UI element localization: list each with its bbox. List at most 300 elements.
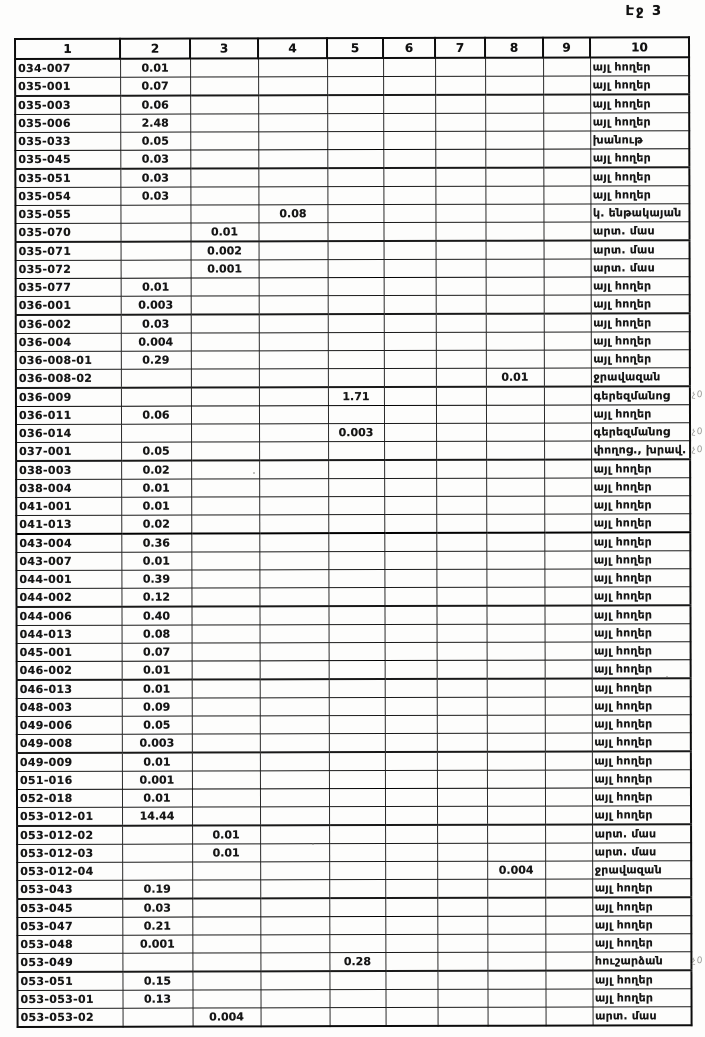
table-row: [15, 222, 689, 242]
cell-col-5: 1.71: [328, 387, 384, 406]
cell-col-5: [327, 58, 383, 77]
cell-col-8: [486, 332, 544, 350]
cell-col-3: [192, 917, 260, 935]
cell-col-8: [486, 478, 544, 496]
cell-col-8: [487, 916, 545, 934]
cell-land-category: այլ հողեր: [592, 934, 691, 952]
cell-col-7: [436, 332, 486, 350]
cell-col-8: [487, 642, 545, 660]
cell-col-2: [121, 260, 191, 278]
column-header-2: 2: [120, 39, 190, 59]
column-header-9: 9: [543, 37, 590, 57]
cell-col-2: 0.01: [121, 497, 191, 515]
cell-col-8: [487, 697, 545, 715]
cell-col-4: [258, 95, 327, 114]
cell-col-9: [543, 204, 590, 222]
cell-col-7: [436, 423, 486, 441]
cell-col-6: [385, 752, 437, 771]
cell-col-9: [544, 259, 591, 277]
cell-col-9: [545, 824, 592, 843]
cell-col-8: [487, 879, 545, 898]
cell-col-8: [486, 314, 544, 333]
cell-col-9: [544, 605, 591, 624]
cell-col-4: [259, 515, 328, 534]
cell-land-category: ջրավազան: [591, 368, 690, 387]
cell-land-category: այլ հողեր: [592, 751, 691, 770]
cell-col-4: [261, 1008, 330, 1027]
cell-col-3: 0.004: [193, 1008, 261, 1027]
cell-col-2: 0.01: [121, 552, 191, 570]
column-header-4: 4: [258, 38, 327, 58]
cell-col-7: [435, 95, 485, 114]
cell-col-5: [329, 734, 385, 753]
cell-col-9: [543, 167, 590, 186]
cell-parcel-code: 046-013: [17, 680, 122, 699]
cell-col-9: [544, 350, 591, 368]
cell-land-category: այլ հողեր: [590, 186, 689, 204]
cell-col-5: [328, 241, 384, 260]
cell-col-9: [545, 770, 592, 788]
table-row: [16, 240, 690, 260]
cell-col-7: [436, 514, 486, 533]
cell-col-6: [385, 715, 437, 733]
table-row: [17, 970, 691, 990]
cell-col-8: [486, 423, 544, 441]
cell-land-category: արտ. մաս: [592, 824, 691, 843]
cell-col-5: [329, 661, 385, 680]
cell-col-3: [191, 460, 259, 479]
cell-col-9: [544, 478, 591, 496]
table-row: [16, 441, 690, 461]
cell-col-7: [437, 752, 487, 771]
cell-col-5: [328, 260, 384, 278]
cell-parcel-code: 049-006: [17, 716, 122, 734]
cell-col-5: [327, 132, 383, 150]
cell-col-6: [384, 332, 436, 350]
cell-col-4: [260, 661, 329, 680]
cell-parcel-code: 052-018: [17, 789, 122, 807]
cell-col-2: 0.39: [121, 570, 191, 588]
cell-col-9: [545, 624, 592, 642]
cell-col-8: [487, 843, 545, 861]
cell-col-6: [385, 806, 437, 825]
cell-col-8: [487, 934, 545, 952]
table-row: [16, 386, 690, 406]
cell-col-3: [192, 771, 260, 789]
cell-col-6: [385, 843, 437, 861]
cell-col-7: [437, 642, 487, 660]
cell-land-category: այլ հողեր: [592, 678, 691, 697]
cell-col-4: [259, 442, 328, 461]
cell-col-4: [259, 497, 328, 515]
cell-col-3: [192, 862, 260, 880]
cell-col-7: [436, 606, 486, 625]
table-row: [16, 295, 690, 315]
cell-parcel-code: 053-047: [17, 917, 122, 935]
cell-parcel-code: 035-001: [15, 77, 120, 96]
cell-land-category: այլ հողեր: [592, 897, 691, 916]
cell-land-category: այլ հողեր: [591, 514, 690, 533]
cell-col-7: [436, 460, 486, 479]
cell-col-3: [192, 752, 260, 771]
cell-col-5: [329, 935, 385, 953]
cell-col-8: [486, 277, 544, 295]
cell-parcel-code: 044-006: [16, 607, 121, 626]
table-row: [15, 186, 689, 206]
cell-col-7: [437, 697, 487, 715]
cell-col-5: [328, 497, 384, 515]
cell-col-8: [487, 770, 545, 788]
cell-col-9: [545, 733, 592, 752]
cell-col-8: [487, 715, 545, 733]
cell-parcel-code: 035-072: [16, 260, 121, 278]
cell-col-2: 0.19: [122, 880, 192, 899]
cell-land-category: արտ. մաս: [591, 259, 690, 277]
cell-col-5: [329, 844, 385, 862]
cell-col-2: 0.05: [122, 716, 192, 734]
cell-land-category: այլ հողեր: [592, 788, 691, 806]
cell-col-7: [437, 788, 487, 806]
table-row: [17, 916, 691, 936]
table-row: [17, 642, 691, 662]
cell-col-3: [190, 95, 258, 114]
cell-col-2: 0.02: [121, 515, 191, 534]
cell-col-9: [545, 660, 592, 679]
cell-land-category: գերեզմանոց: [591, 423, 690, 441]
cell-col-4: [260, 935, 329, 953]
cell-col-7: [436, 241, 486, 260]
cell-col-8: [486, 569, 544, 587]
cell-col-6: [385, 624, 437, 642]
table-row: [16, 350, 690, 370]
table-row: [16, 332, 690, 352]
cell-col-6: [383, 58, 435, 77]
cell-col-3: [190, 150, 258, 169]
cell-col-9: [545, 642, 592, 660]
cell-col-2: 0.07: [120, 77, 190, 96]
cell-parcel-code: 035-051: [15, 169, 120, 188]
cell-col-8: [486, 259, 544, 277]
cell-parcel-code: 049-008: [17, 734, 122, 753]
cell-land-category: այլ հողեր: [592, 660, 691, 679]
cell-col-3: 0.001: [191, 260, 259, 278]
cell-col-7: [437, 989, 487, 1007]
cell-col-9: [544, 295, 591, 314]
cell-col-9: [544, 514, 591, 533]
cell-parcel-code: 053-053-02: [18, 1008, 123, 1027]
cell-col-7: [437, 861, 487, 879]
table-row: [17, 715, 691, 735]
cell-col-9: [543, 76, 590, 95]
cell-col-9: [543, 57, 590, 76]
cell-col-3: [192, 935, 260, 953]
cell-col-4: [259, 241, 328, 260]
cell-col-3: [190, 132, 258, 150]
cell-col-3: [192, 880, 260, 899]
cell-col-8: 0.01: [486, 368, 544, 387]
cell-col-6: [386, 1007, 438, 1026]
cell-col-3: 0.01: [192, 825, 260, 844]
table-row: [16, 478, 690, 498]
cell-col-9: [544, 459, 591, 478]
table-row: [16, 605, 690, 625]
cell-col-5: [328, 351, 384, 369]
cell-col-4: [259, 369, 328, 388]
cell-land-category: այլ հողեր: [591, 551, 690, 569]
table-row: [17, 770, 691, 790]
cell-col-6: [383, 222, 435, 241]
cell-col-5: [329, 789, 385, 807]
cell-col-5: [328, 515, 384, 534]
table-row: [16, 551, 690, 571]
cell-col-7: [437, 770, 487, 788]
cell-col-8: [486, 387, 544, 406]
cell-col-5: [328, 406, 384, 424]
cell-land-category: այլ հողեր: [591, 332, 690, 350]
cell-col-3: [191, 296, 259, 315]
cell-col-9: [544, 405, 591, 423]
cell-col-6: [383, 76, 435, 95]
cell-parcel-code: 041-001: [16, 497, 121, 515]
page-number-label: Էջ 3: [625, 4, 663, 19]
cell-col-5: [327, 95, 383, 114]
cell-col-3: [192, 698, 260, 716]
cell-land-category: գերեզմանոց: [591, 386, 690, 405]
cell-col-3: [191, 333, 259, 351]
cell-col-4: [260, 844, 329, 862]
cell-col-8: [487, 989, 545, 1007]
table-row: [16, 587, 690, 607]
cell-col-9: [544, 423, 591, 441]
cell-parcel-code: 053-012-01: [17, 807, 122, 826]
cell-col-6: [384, 460, 436, 479]
cell-col-8: [486, 587, 544, 606]
table-row: [16, 368, 690, 388]
cell-col-7: [437, 825, 487, 844]
cell-col-4: [259, 424, 328, 442]
cell-col-5: [327, 114, 383, 132]
cell-col-3: 0.01: [190, 223, 258, 242]
cell-col-3: [191, 387, 259, 406]
cell-col-4: [260, 990, 329, 1008]
cell-col-2: 0.15: [122, 972, 192, 991]
cell-col-2: [120, 205, 190, 223]
cell-col-2: 0.01: [122, 680, 192, 699]
cell-col-2: 0.06: [121, 406, 191, 424]
cell-col-9: [545, 879, 592, 898]
cell-land-category: այլ հողեր: [590, 94, 689, 113]
cell-col-6: [385, 642, 437, 660]
cell-col-9: [544, 240, 591, 259]
cell-land-category: այլ հողեր: [592, 970, 691, 989]
table-row: [17, 751, 691, 771]
cell-col-6: [385, 770, 437, 788]
cell-land-category: այլ հողեր: [590, 167, 689, 186]
cell-parcel-code: 051-016: [17, 771, 122, 789]
cell-col-2: 0.001: [122, 935, 192, 953]
cell-land-category: այլ հողեր: [592, 770, 691, 788]
cell-col-8: [487, 971, 545, 990]
cell-col-2: [122, 826, 192, 845]
cell-col-2: 14.44: [122, 807, 192, 826]
cell-col-5: [329, 752, 385, 771]
cell-land-category: այլ հողեր: [591, 295, 690, 314]
cell-land-category: այլ հողեր: [591, 459, 690, 478]
cell-col-3: [191, 606, 259, 625]
table-row: [16, 313, 690, 333]
table-row: [17, 624, 691, 644]
cell-parcel-code: 053-053-01: [17, 990, 122, 1008]
cell-land-category: այլ հողեր: [592, 733, 691, 752]
cell-parcel-code: 048-003: [17, 698, 122, 716]
cell-col-6: [384, 350, 436, 368]
cell-col-6: [384, 277, 436, 295]
cell-col-4: [260, 643, 329, 661]
cell-col-7: [437, 806, 487, 825]
cell-parcel-code: 035-055: [15, 205, 120, 223]
cell-col-2: 0.01: [122, 789, 192, 807]
cell-parcel-code: 035-054: [15, 187, 120, 205]
cell-col-2: 0.001: [122, 771, 192, 789]
cell-col-8: [485, 76, 543, 95]
table-row: [17, 788, 691, 808]
cell-col-9: [544, 532, 591, 551]
cell-col-9: [544, 551, 591, 569]
table-row: [17, 861, 691, 881]
cell-parcel-code: 034-007: [15, 59, 120, 78]
cell-col-7: [437, 733, 487, 752]
cell-parcel-code: 043-007: [16, 552, 121, 570]
cell-col-4: [260, 898, 329, 917]
cell-col-9: [544, 332, 591, 350]
cell-col-6: [383, 131, 435, 149]
cell-col-8: [487, 660, 545, 679]
cell-col-3: [190, 77, 258, 96]
cell-land-category: փողոց., խրավ.: [591, 441, 690, 460]
cell-col-2: [122, 953, 192, 972]
cell-col-2: 0.07: [122, 643, 192, 661]
cell-land-category: արտ. մաս: [592, 843, 691, 861]
cell-col-3: [191, 497, 259, 515]
cell-parcel-code: 037-001: [16, 442, 121, 461]
cell-col-8: [485, 149, 543, 168]
table-row: [18, 1007, 692, 1027]
cell-col-8: [487, 733, 545, 752]
cell-land-category: խանութ: [590, 131, 689, 149]
cell-col-4: [258, 58, 327, 77]
cell-col-7: [435, 58, 485, 77]
table-row: [15, 204, 689, 224]
cell-col-8: [487, 624, 545, 642]
cell-col-3: [190, 114, 258, 132]
cell-col-7: [437, 843, 487, 861]
cell-col-2: 0.03: [121, 315, 191, 334]
cell-col-4: [260, 752, 329, 771]
table-row: [17, 843, 691, 863]
cell-col-8: [485, 168, 543, 187]
cell-col-3: [191, 278, 259, 296]
cell-col-3: [191, 406, 259, 424]
cell-col-8: [485, 58, 543, 77]
cell-col-9: [545, 861, 592, 879]
cell-col-7: [438, 1007, 488, 1026]
cell-col-9: [544, 277, 591, 295]
cell-col-7: [435, 76, 485, 95]
table-row: [16, 569, 690, 589]
cell-col-9: [544, 313, 591, 332]
cell-parcel-code: 053-043: [17, 880, 122, 899]
cell-col-3: 0.01: [192, 844, 260, 862]
cell-col-5: [329, 990, 385, 1008]
cell-col-7: [436, 496, 486, 514]
cell-col-5: [329, 698, 385, 716]
cell-col-6: [384, 405, 436, 423]
cell-col-2: 0.05: [120, 132, 190, 150]
cell-col-6: [385, 825, 437, 844]
cell-col-9: [545, 952, 592, 971]
cell-col-9: [544, 569, 591, 587]
cell-col-5: [327, 150, 383, 169]
cell-col-7: [437, 916, 487, 934]
column-header-8: 8: [485, 38, 543, 58]
cell-col-9: [545, 715, 592, 733]
cell-col-5: [327, 205, 383, 223]
cell-land-category: այլ հողեր: [592, 806, 691, 825]
cell-land-category: այլ հողեր: [591, 478, 690, 496]
cell-col-8: [487, 806, 545, 825]
cell-parcel-code: 053-048: [17, 935, 122, 953]
cell-land-category: այլ հողեր: [591, 496, 690, 514]
cell-col-3: [192, 789, 260, 807]
cell-land-category: հուշարձան: [592, 952, 691, 971]
cell-col-2: 0.01: [120, 59, 190, 78]
cell-land-category: ջրավազան: [592, 861, 691, 879]
cell-col-3: [191, 314, 259, 333]
cell-col-4: [260, 789, 329, 807]
cell-col-9: [543, 94, 590, 113]
cell-col-6: [384, 387, 436, 406]
cell-col-4: [259, 351, 328, 369]
cell-col-6: [384, 441, 436, 460]
cell-parcel-code: 053-051: [17, 972, 122, 991]
cell-col-6: [384, 514, 436, 533]
cell-land-category: արտ. մաս: [590, 222, 689, 241]
cell-col-4: [259, 333, 328, 351]
cell-col-9: [545, 843, 592, 861]
cell-land-category: այլ հողեր: [592, 624, 691, 642]
cell-parcel-code: 035-070: [15, 223, 120, 242]
cell-col-4: [259, 296, 328, 315]
cell-parcel-code: 036-014: [16, 424, 121, 442]
cell-col-7: [437, 934, 487, 952]
cell-col-8: [485, 131, 543, 149]
cell-col-3: [191, 479, 259, 497]
cell-col-4: [259, 552, 328, 570]
cell-col-3: [192, 971, 260, 990]
cell-col-5: [329, 825, 385, 844]
cell-col-4: [260, 679, 329, 698]
table-row: [17, 897, 691, 917]
cell-col-5: [328, 278, 384, 296]
cell-col-9: [544, 496, 591, 514]
cell-col-5: [328, 314, 384, 333]
cell-col-8: [485, 204, 543, 222]
cell-col-8: [486, 606, 544, 625]
cell-col-7: [435, 186, 485, 204]
table-row: [16, 532, 690, 552]
cell-col-7: [437, 660, 487, 679]
cell-col-5: [328, 552, 384, 570]
